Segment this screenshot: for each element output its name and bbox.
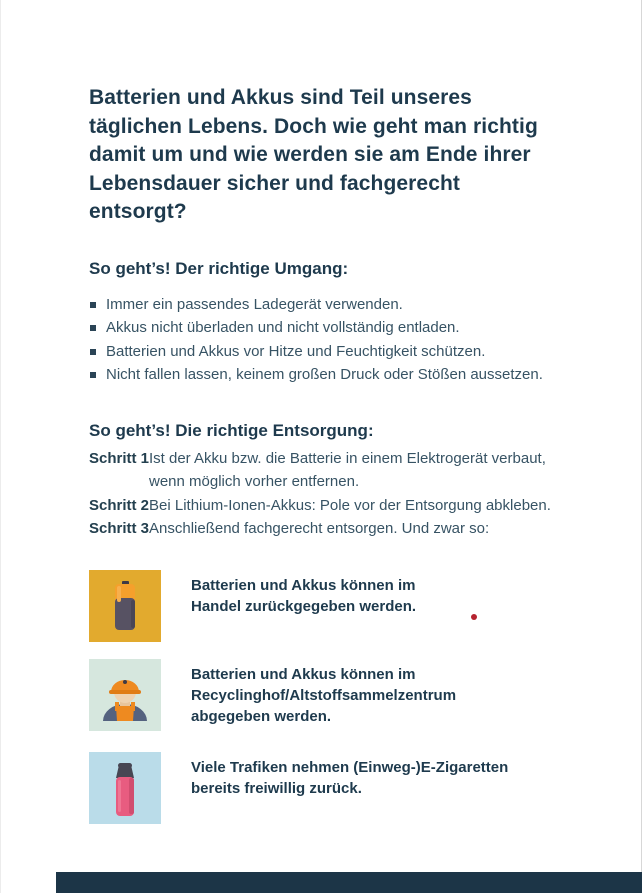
footer-bar [56,872,642,893]
worker-icon [89,659,161,731]
option-text: Batterien und Akkus können im Handel zurückgegeben werden. [191,577,417,615]
page-title: Batterien und Akkus sind Teil unseres täglichen Lebens. Doch wie geht man richtig damit um und wie werden sie am Ende ihrer Lebensdauer sicher und fachgerecht entsorgt? [89,86,538,223]
disposal-option-recycling-center [89,659,479,731]
list-item [89,363,589,386]
bullet-square-icon [90,302,96,308]
disposal-option-retail [89,570,449,642]
list-item [89,293,589,316]
usage-section-heading: So geht’s! Der richtige Umgang: [89,259,349,278]
step-text: Bei Lithium-Ionen-Akkus: Pole vor der Entsorgung abkleben. [149,496,551,514]
step-label: Schritt 1 [89,450,150,467]
bullet-square-icon [90,372,96,378]
battery-icon [89,570,161,642]
option-text: Viele Trafiken nehmen (Einweg-)E-Zigaretten bereits freiwillig zurück. [191,759,509,797]
bullet-text: Batterien und Akkus vor Hitze und Feuchtigkeit schützen. [106,342,486,360]
bullet-square-icon [90,349,96,355]
bullet-text: Akkus nicht überladen und nicht vollständig entladen. [106,319,460,337]
option-text: Batterien und Akkus können im Recyclinghof/Altstoffsammelzentrum abgegeben werden. [191,666,457,725]
red-dot-artifact [471,614,477,620]
step-text: Anschließend fachgerecht entsorgen. Und zwar so: [149,520,490,538]
bullet-text: Immer ein passendes Ladegerät verwenden. [106,296,403,313]
step-text: Ist der Akku bzw. die Batterie in einem Elektrogerät verbaut, wenn möglich vorher entfernen. [149,450,546,491]
bullet-square-icon [90,325,96,331]
disposal-option-tobacconist [89,752,543,824]
list-item [89,316,589,339]
disposal-section-heading: So geht’s! Die richtige Entsorgung: [89,421,374,440]
step-label: Schritt 2 [89,496,150,514]
disposal-steps [89,447,579,541]
step-label: Schritt 3 [89,520,150,538]
ecigarette-icon [89,752,161,824]
list-item [89,340,589,363]
bullet-text: Nicht fallen lassen, keinem großen Druck oder Stößen aussetzen. [106,366,543,384]
usage-bullet-list [89,293,589,387]
